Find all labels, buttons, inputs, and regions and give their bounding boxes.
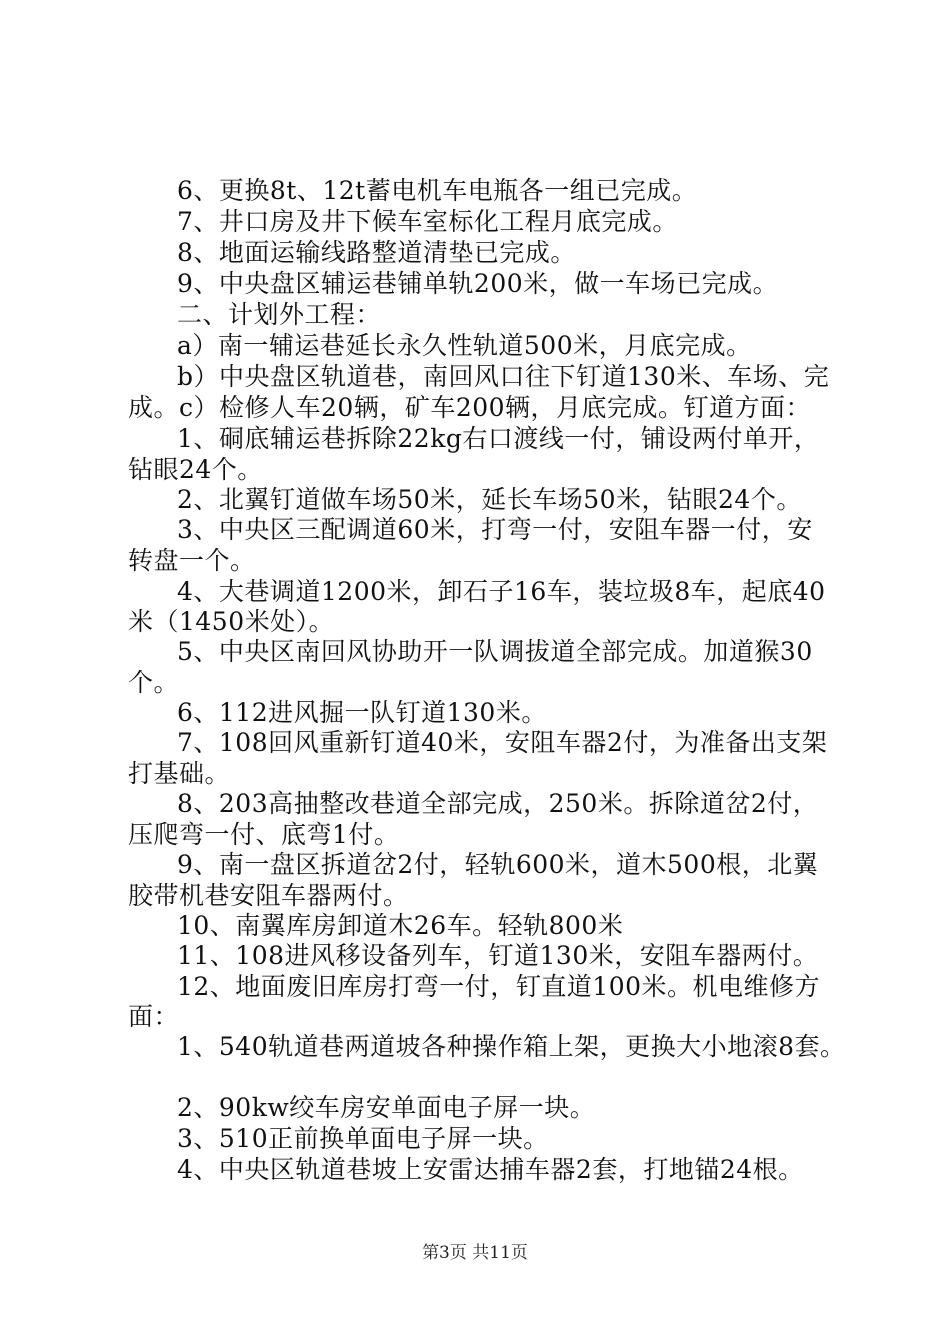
text-line: 8、203高抽整改巷道全部完成，250米。拆除道岔2付， xyxy=(177,789,819,818)
text-line: 2、北翼钉道做车场50米，延长车场50米，钻眼24个。 xyxy=(177,485,802,514)
text-line: 12、地面废旧库房打弯一付，钉直道100米。机电维修方 xyxy=(177,972,821,1001)
text-line: a）南一辅运巷延长永久性轨道500米，月底完成。 xyxy=(177,331,752,360)
text-line: 4、大巷调道1200米，卸石子16车，装垃圾8车，起底40 xyxy=(177,577,826,606)
text-line: 胶带机巷安阻车器两付。 xyxy=(128,881,409,910)
text-line: 1、540轨道巷两道坡各种操作箱上架，更换大小地滚8套。 xyxy=(177,1032,846,1061)
text-line: 9、南一盘区拆道岔2付，轻轨600米，道木500根，北翼 xyxy=(177,850,819,879)
text-line: 6、112进风掘一队钉道130米。 xyxy=(177,698,547,727)
text-line: 个。 xyxy=(128,668,180,697)
page-footer: 第3页 共11页 xyxy=(422,1243,528,1263)
text-line: 3、510正前换单面电子屏一块。 xyxy=(177,1124,549,1153)
text-line: 7、108回风重新钉道40米，安阻车器2付，为准备出支架 xyxy=(177,728,828,757)
text-line: 4、中央区轨道巷坡上安雷达捕车器2套，打地锚24根。 xyxy=(177,1155,804,1184)
text-line: 1、硐底辅运巷拆除22kg右口渡线一付，铺设两付单开， xyxy=(177,424,820,453)
text-line: 2、90kw绞车房安单面电子屏一块。 xyxy=(177,1093,596,1122)
text-line: 5、中央区南回风协助开一队调拔道全部完成。加道猴30 xyxy=(177,637,813,666)
text-line: 7、井口房及井下候车室标化工程月底完成。 xyxy=(177,207,678,236)
text-line: 8、地面运输线路整道清垫已完成。 xyxy=(177,238,576,267)
text-line: 11、108进风移设备列车，钉道130米，安阻车器两付。 xyxy=(177,941,819,970)
text-line: 9、中央盘区辅运巷铺单轨200米，做一车场已完成。 xyxy=(177,269,779,298)
text-line: 3、中央区三配调道60米，打弯一付，安阻车器一付，安 xyxy=(177,515,813,544)
text-line: 打基础。 xyxy=(128,759,231,788)
section-heading: 二、计划外工程： xyxy=(177,300,382,329)
text-line: b）中央盘区轨道巷，南回风口往下钉道130米、车场、完 xyxy=(177,362,830,391)
text-line: 面： xyxy=(128,1002,180,1031)
text-line: 钻眼24个。 xyxy=(128,455,263,484)
text-line: 成。c）检修人车20辆，矿车200辆，月底完成。钉道方面： xyxy=(128,393,812,422)
text-line: 6、更换8t、12t蓄电机车电瓶各一组已完成。 xyxy=(177,176,698,205)
text-line: 压爬弯一付、底弯1付。 xyxy=(128,820,400,849)
text-line: 转盘一个。 xyxy=(128,546,256,575)
text-line: 10、南翼库房卸道木26车。轻轨800米 xyxy=(177,911,624,940)
text-line: 米（1450米处）。 xyxy=(128,607,335,636)
